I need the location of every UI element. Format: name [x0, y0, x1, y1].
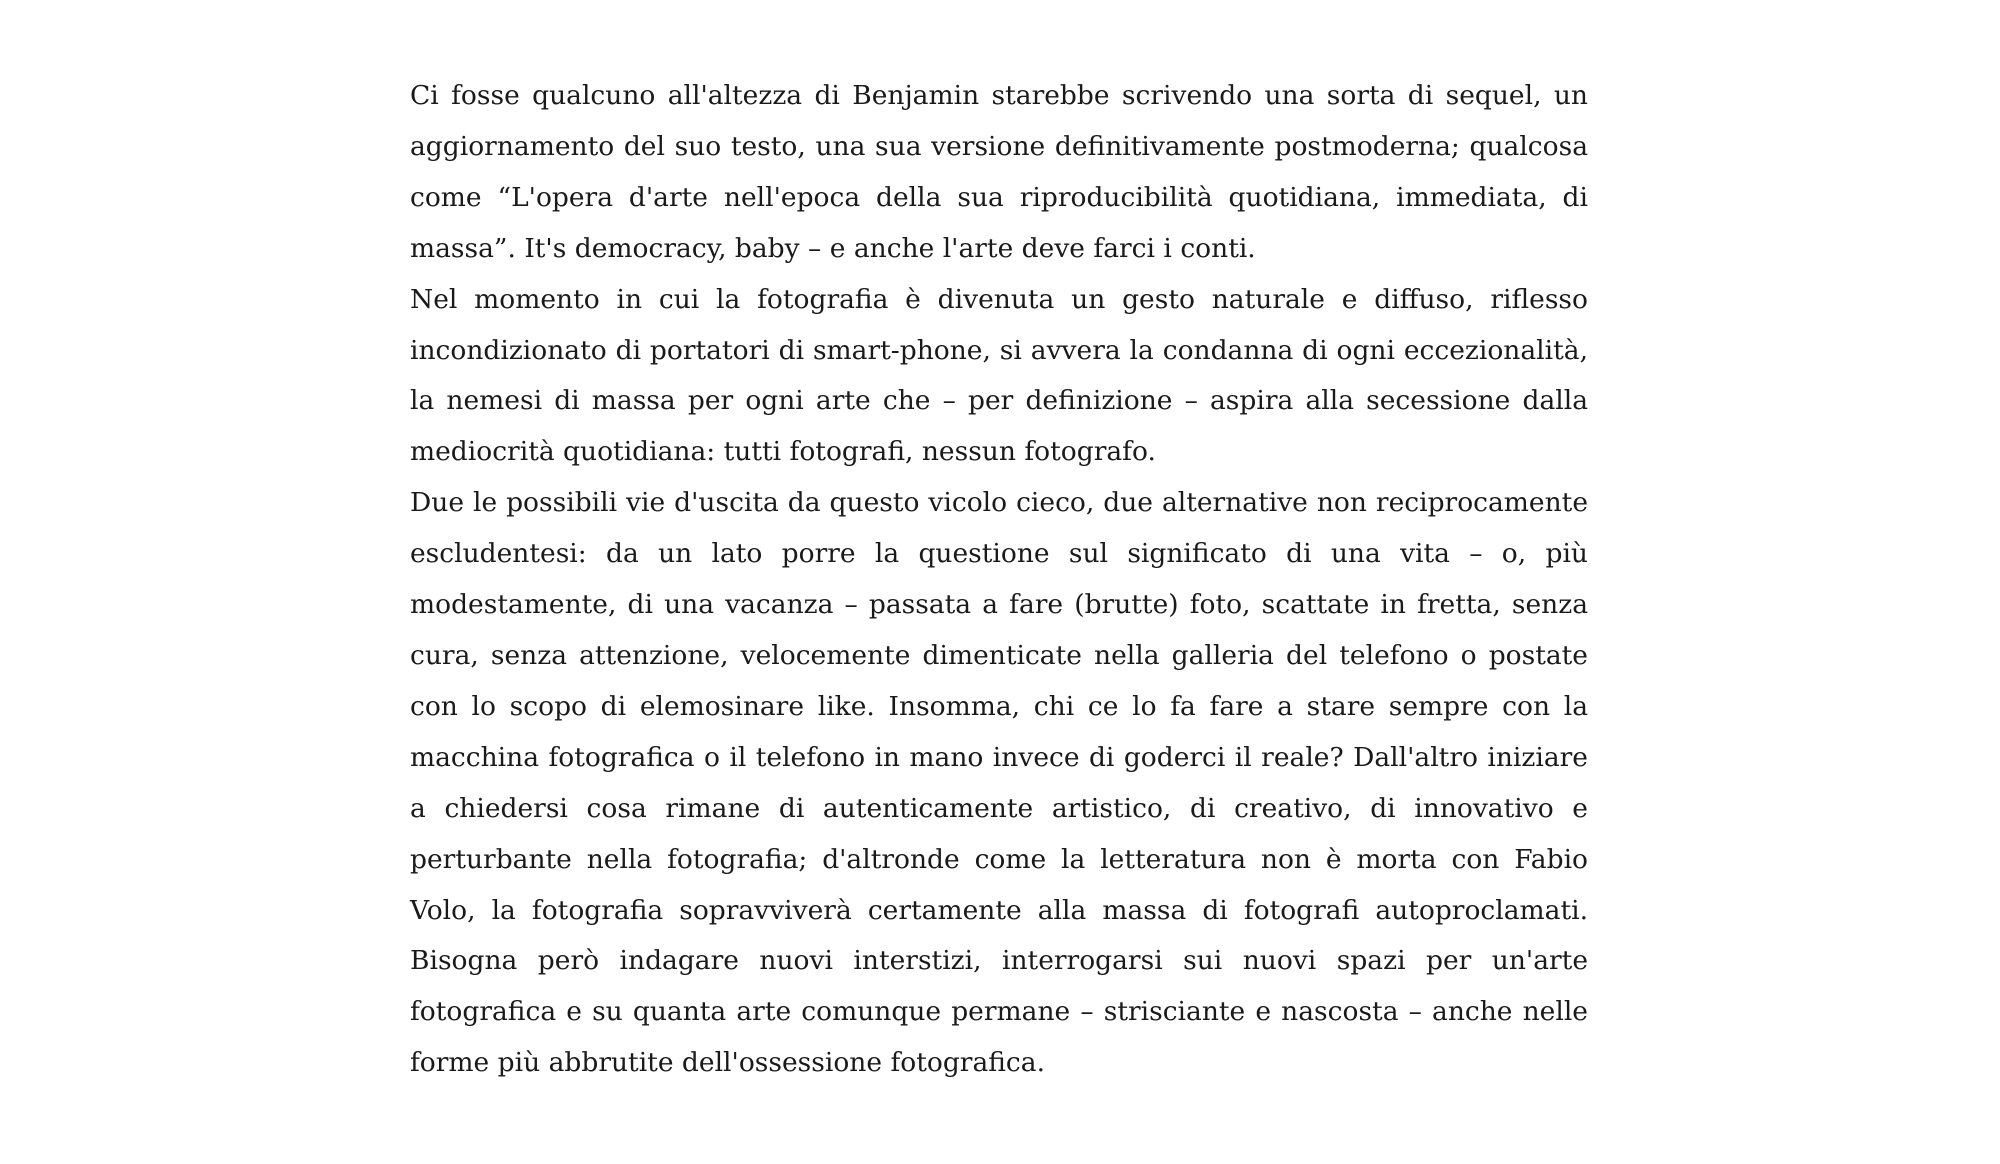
- paragraph-1: Ci fosse qualcuno all'altezza di Benjamin starebbe scrivendo una sorta di sequel, un aggiornamento del suo testo, una sua versione definitivamente postmoderna; qualcosa come “L'opera d'arte nell'epoca della sua riproducibilità quotidiana, immediata, di massa”. It's democracy, baby – e anche l'arte deve farci i conti.: [410, 80, 1588, 264]
- paragraph-2: Nel momento in cui la fotografia è divenuta un gesto naturale e diffuso, riflesso incondizionato di portatori di smart-phone, si avvera la condanna di ogni eccezionalità, la nemesi di massa per ogni arte che – per definizione – aspira alla secessione dalla mediocrità quotidiana: tutti fotografi, nessun fotografo.: [410, 283, 1588, 468]
- article-body: [410, 71, 1588, 1089]
- paragraph-3: Due le possibili vie d'uscita da questo vicolo cieco, due alternative non reciprocamente escludentesi: da un lato porre la questione sul significato di una vita – o, più modestamente, di una vacanza – passata a fare (brutte) foto, scattate in fretta, senza cura, senza attenzione, velocemente dimenticate nella galleria del telefono o postate con lo scopo di elemosinare like. Insomma, chi ce lo fa fare a stare sempre con la macchina fotografica o il telefono in mano invece di goderci il reale? Dall'altro iniziare a chiedersi cosa rimane di autenticamente artistico, di creativo, di innovativo e perturbante nella fotografia; d'altronde come la letteratura non è morta con Fabio Volo, la fotografia sopravviverà certamente alla massa di fotografi autoproclamati. Bisogna però indagare nuovi interstizi, interrogarsi sui nuovi spazi per un'arte fotografica e su quanta arte comunque permane – strisciante e nascosta – anche nelle forme più abbrutite dell'ossessione fotografica.: [410, 487, 1588, 1079]
